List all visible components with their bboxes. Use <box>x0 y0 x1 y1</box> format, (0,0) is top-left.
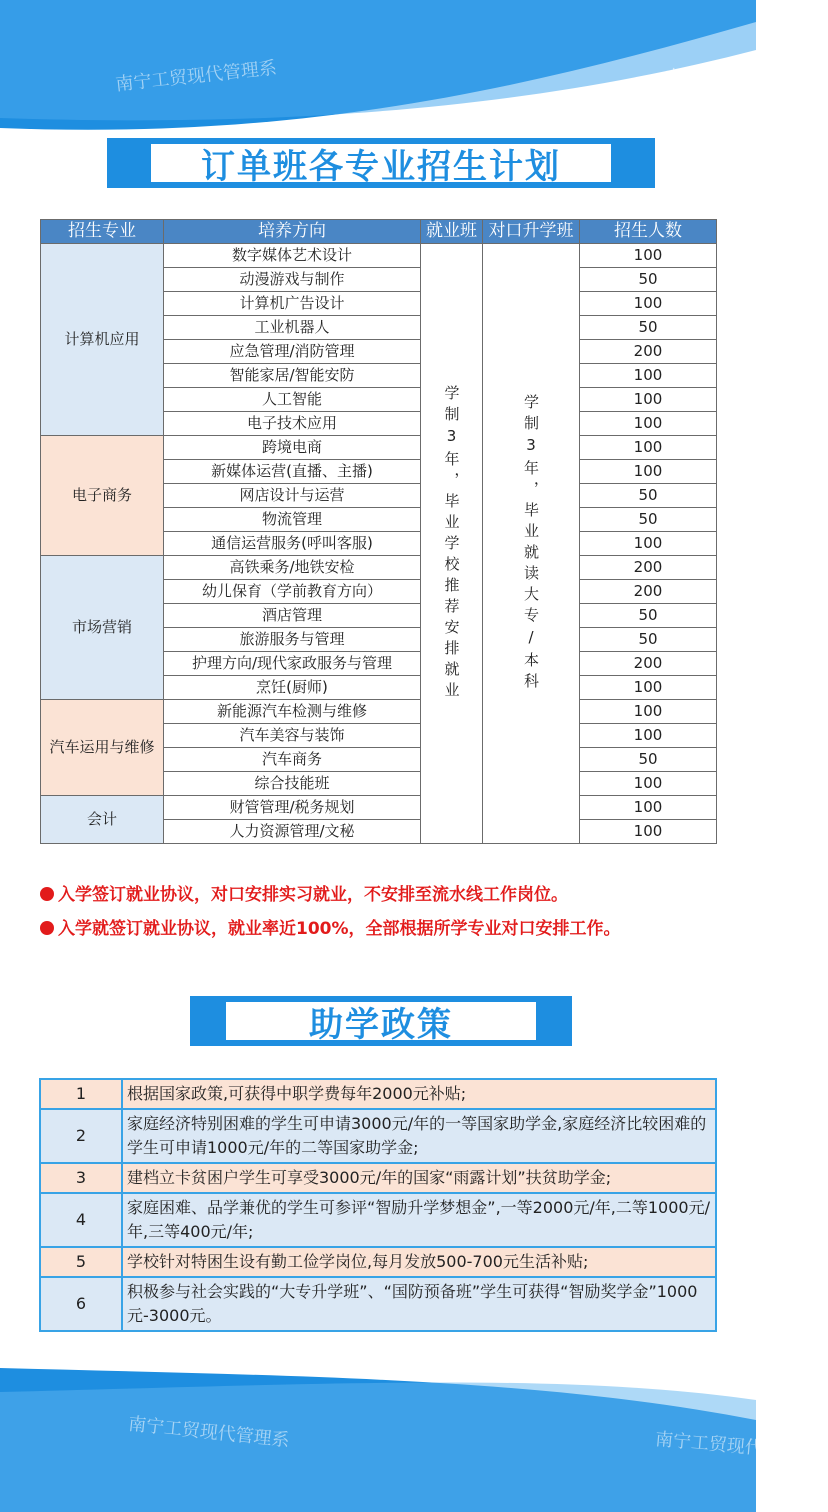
count-cell: 100 <box>580 364 717 388</box>
direction-cell: 智能家居/智能安防 <box>164 364 421 388</box>
policy-row <box>40 1163 716 1193</box>
major-cell: 电子商务 <box>41 436 164 556</box>
policy-number: 1 <box>40 1079 122 1109</box>
direction-cell: 计算机广告设计 <box>164 292 421 316</box>
count-cell: 100 <box>580 292 717 316</box>
major-cell: 计算机应用 <box>41 244 164 436</box>
policy-row <box>40 1079 716 1109</box>
direction-cell: 幼儿保育（学前教育方向） <box>164 580 421 604</box>
direction-cell: 跨境电商 <box>164 436 421 460</box>
table-header-row <box>41 220 717 244</box>
direction-cell: 综合技能班 <box>164 772 421 796</box>
policy-number: 4 <box>40 1193 122 1247</box>
direction-cell: 护理方向/现代家政服务与管理 <box>164 652 421 676</box>
upgrade-class-cell: 学制3年，毕业就读大专/本科 <box>483 244 580 844</box>
bullet-dot-icon <box>40 887 54 901</box>
policy-number: 5 <box>40 1247 122 1277</box>
note-2: 入学就签订就业协议，就业率近100%，全部根据所学专业对口安排工作。 <box>40 914 621 939</box>
count-cell: 100 <box>580 676 717 700</box>
direction-cell: 数字媒体艺术设计 <box>164 244 421 268</box>
direction-cell: 电子技术应用 <box>164 412 421 436</box>
direction-cell: 酒店管理 <box>164 604 421 628</box>
plan-title-banner <box>107 138 655 188</box>
policy-text: 学校针对特困生设有勤工俭学岗位,每月发放500-700元生活补贴; <box>122 1247 716 1277</box>
direction-cell: 新能源汽车检测与维修 <box>164 700 421 724</box>
employment-class-cell: 学制3年，毕业学校推荐安排就业 <box>421 244 483 844</box>
direction-cell: 烹饪(厨师) <box>164 676 421 700</box>
major-cell: 会计 <box>41 796 164 844</box>
header-major: 招生专业 <box>41 220 164 244</box>
header-employment-class: 就业班 <box>421 220 483 244</box>
count-cell: 200 <box>580 580 717 604</box>
policy-title-banner <box>190 996 572 1046</box>
count-cell: 100 <box>580 460 717 484</box>
policy-number: 2 <box>40 1109 122 1163</box>
table-row <box>41 700 717 724</box>
count-cell: 50 <box>580 748 717 772</box>
plan-title: 订单班各专业招生计划 <box>151 138 611 188</box>
direction-cell: 网店设计与运营 <box>164 484 421 508</box>
header-direction: 培养方向 <box>164 220 421 244</box>
direction-cell: 财管管理/税务规划 <box>164 796 421 820</box>
direction-cell: 动漫游戏与制作 <box>164 268 421 292</box>
count-cell: 50 <box>580 268 717 292</box>
count-cell: 100 <box>580 772 717 796</box>
direction-cell: 高铁乘务/地铁安检 <box>164 556 421 580</box>
watermark-bottom-right: 南宁工贸现代管理系 <box>654 1428 818 1465</box>
count-cell: 50 <box>580 484 717 508</box>
count-cell: 100 <box>580 796 717 820</box>
policy-text: 根据国家政策,可获得中职学费每年2000元补贴; <box>122 1079 716 1109</box>
direction-cell: 汽车美容与装饰 <box>164 724 421 748</box>
direction-cell: 人力资源管理/文秘 <box>164 820 421 844</box>
header-count: 招生人数 <box>580 220 717 244</box>
count-cell: 50 <box>580 316 717 340</box>
count-cell: 100 <box>580 532 717 556</box>
count-cell: 100 <box>580 244 717 268</box>
count-cell: 100 <box>580 700 717 724</box>
header-upgrade-class: 对口升学班 <box>483 220 580 244</box>
count-cell: 100 <box>580 412 717 436</box>
policy-text: 家庭困难、品学兼优的学生可参评“智励升学梦想金”,一等2000元/年,二等1000元/年,三等400元/年; <box>122 1193 716 1247</box>
count-cell: 200 <box>580 340 717 364</box>
watermark-top-left: 南宁工贸现代管理系 <box>114 57 278 96</box>
policy-text: 积极参与社会实践的“大专升学班”、“国防预备班”学生可获得“智励奖学金”1000元-3000元。 <box>122 1277 716 1331</box>
policy-title: 助学政策 <box>226 996 536 1046</box>
direction-cell: 新媒体运营(直播、主播) <box>164 460 421 484</box>
direction-cell: 汽车商务 <box>164 748 421 772</box>
count-cell: 50 <box>580 508 717 532</box>
policy-number: 6 <box>40 1277 122 1331</box>
table-row <box>41 436 717 460</box>
enrollment-plan-table <box>40 219 717 844</box>
table-row <box>41 556 717 580</box>
policy-row <box>40 1109 716 1163</box>
watermark-bottom-left: 南宁工贸现代管理系 <box>127 1413 291 1452</box>
policy-text: 建档立卡贫困户学生可享受3000元/年的国家“雨露计划”扶贫助学金; <box>122 1163 716 1193</box>
count-cell: 100 <box>580 820 717 844</box>
bullet-dot-icon <box>40 921 54 935</box>
count-cell: 200 <box>580 652 717 676</box>
count-cell: 200 <box>580 556 717 580</box>
count-cell: 100 <box>580 724 717 748</box>
policy-text: 家庭经济特别困难的学生可申请3000元/年的一等国家助学金,家庭经济比较困难的学生可申请1000元/年的二等国家助学金; <box>122 1109 716 1163</box>
financial-aid-policy-table <box>39 1078 717 1332</box>
count-cell: 100 <box>580 388 717 412</box>
watermark-top-right: 南宁工贸现代管理系 <box>664 56 828 89</box>
direction-cell: 应急管理/消防管理 <box>164 340 421 364</box>
note-1: 入学签订就业协议，对口安排实习就业，不安排至流水线工作岗位。 <box>40 880 568 905</box>
major-cell: 汽车运用与维修 <box>41 700 164 796</box>
major-cell: 市场营销 <box>41 556 164 700</box>
policy-row <box>40 1193 716 1247</box>
table-row <box>41 796 717 820</box>
policy-row <box>40 1277 716 1331</box>
count-cell: 100 <box>580 436 717 460</box>
policy-number: 3 <box>40 1163 122 1193</box>
count-cell: 50 <box>580 628 717 652</box>
count-cell: 50 <box>580 604 717 628</box>
direction-cell: 人工智能 <box>164 388 421 412</box>
policy-row <box>40 1247 716 1277</box>
direction-cell: 通信运营服务(呼叫客服) <box>164 532 421 556</box>
direction-cell: 工业机器人 <box>164 316 421 340</box>
direction-cell: 物流管理 <box>164 508 421 532</box>
table-row <box>41 244 717 268</box>
direction-cell: 旅游服务与管理 <box>164 628 421 652</box>
